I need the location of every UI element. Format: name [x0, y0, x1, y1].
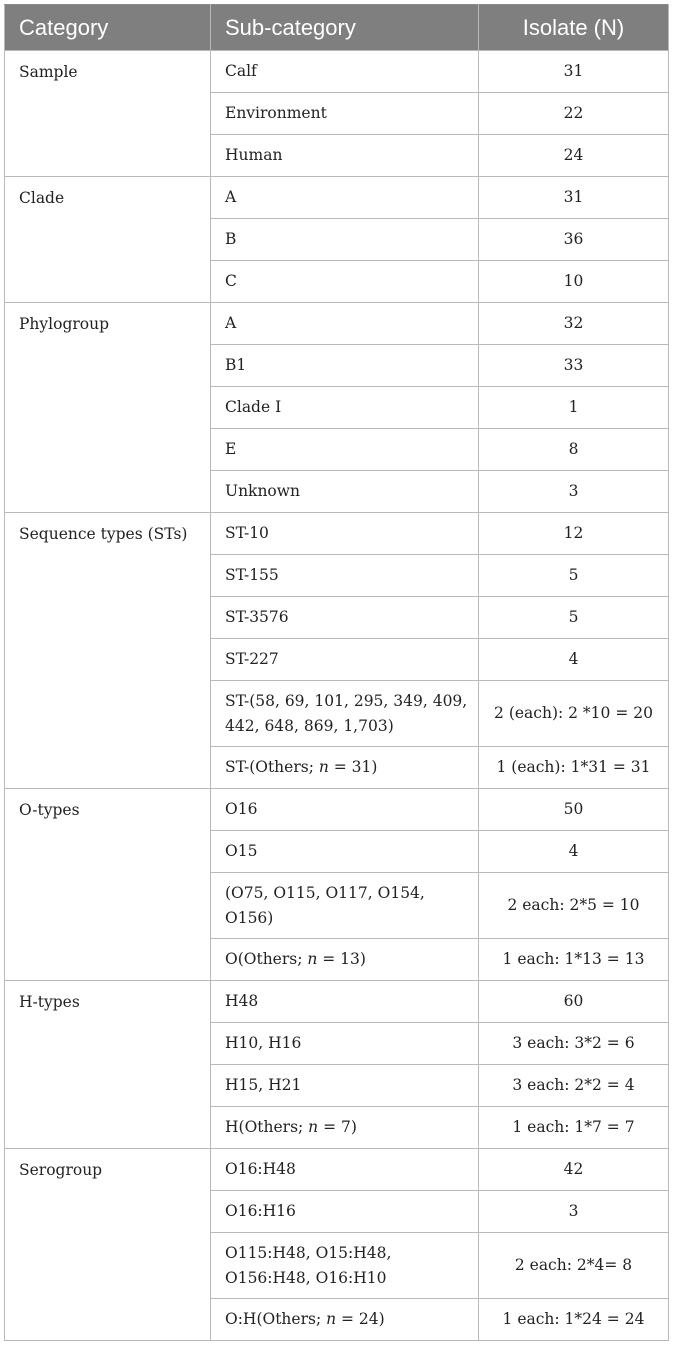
subcategory-cell: ST-(58, 69, 101, 295, 349, 409, 442, 648, 869, 1,703) [211, 681, 479, 747]
subcategory-cell: ST-10 [211, 513, 479, 555]
isolate-cell: 31 [479, 177, 669, 219]
italic-n: n [307, 950, 318, 968]
header-subcategory: Sub-category [211, 5, 479, 51]
isolate-cell: 4 [479, 831, 669, 873]
isolate-cell: 8 [479, 429, 669, 471]
table-row [5, 981, 669, 1023]
isolate-cell: 5 [479, 555, 669, 597]
subcategory-text-post: = 24) [336, 1310, 385, 1328]
subcategory-cell: ST-227 [211, 639, 479, 681]
subcategory-cell [211, 1299, 479, 1341]
header-isolate: Isolate (N) [479, 5, 669, 51]
category-cell: Clade [5, 177, 211, 303]
isolate-cell: 1 each: 1*7 = 7 [479, 1107, 669, 1149]
subcategory-cell: E [211, 429, 479, 471]
subcategory-cell: Clade I [211, 387, 479, 429]
italic-n: n [326, 1310, 337, 1328]
italic-n: n [318, 758, 329, 776]
isolate-cell: 5 [479, 597, 669, 639]
isolate-cell: 22 [479, 93, 669, 135]
subcategory-cell: O16:H16 [211, 1191, 479, 1233]
isolate-cell: 3 [479, 1191, 669, 1233]
subcategory-text-pre: H(Others; [225, 1118, 309, 1136]
table-row [5, 513, 669, 555]
isolate-cell: 12 [479, 513, 669, 555]
isolate-cell: 10 [479, 261, 669, 303]
isolate-cell: 33 [479, 345, 669, 387]
subcategory-cell: O16 [211, 789, 479, 831]
subcategory-cell: H48 [211, 981, 479, 1023]
subcategory-cell: O115:H48, O15:H48, O156:H48, O16:H10 [211, 1233, 479, 1299]
table-row [5, 303, 669, 345]
category-cell: Serogroup [5, 1149, 211, 1341]
isolate-cell: 31 [479, 51, 669, 93]
subcategory-cell [211, 747, 479, 789]
isolate-cell: 50 [479, 789, 669, 831]
subcategory-cell [211, 939, 479, 981]
isolate-cell: 32 [479, 303, 669, 345]
table-row [5, 1149, 669, 1191]
subcategory-cell: A [211, 177, 479, 219]
subcategory-cell: ST-3576 [211, 597, 479, 639]
isolate-cell: 60 [479, 981, 669, 1023]
isolate-cell: 1 each: 1*13 = 13 [479, 939, 669, 981]
subcategory-cell: H15, H21 [211, 1065, 479, 1107]
isolate-cell: 42 [479, 1149, 669, 1191]
table-row [5, 51, 669, 93]
subcategory-cell: Unknown [211, 471, 479, 513]
subcategory-cell: A [211, 303, 479, 345]
subcategory-cell: (O75, O115, O117, O154, O156) [211, 873, 479, 939]
isolate-cell: 4 [479, 639, 669, 681]
subcategory-cell [211, 1107, 479, 1149]
category-cell: Sample [5, 51, 211, 177]
subcategory-text-pre: O(Others; [225, 950, 308, 968]
isolate-cell: 3 each: 2*2 = 4 [479, 1065, 669, 1107]
isolate-cell: 2 each: 2*5 = 10 [479, 873, 669, 939]
isolate-cell: 3 [479, 471, 669, 513]
subcategory-cell: C [211, 261, 479, 303]
subcategory-cell: B [211, 219, 479, 261]
italic-n: n [308, 1118, 319, 1136]
isolate-cell: 1 each: 1*24 = 24 [479, 1299, 669, 1341]
subcategory-cell: O15 [211, 831, 479, 873]
isolate-cell: 24 [479, 135, 669, 177]
header-category: Category [5, 5, 211, 51]
category-cell: H-types [5, 981, 211, 1149]
subcategory-cell: O16:H48 [211, 1149, 479, 1191]
subcategory-cell: ST-155 [211, 555, 479, 597]
category-cell: Phylogroup [5, 303, 211, 513]
header-row [5, 5, 669, 51]
isolate-cell: 2 (each): 2 *10 = 20 [479, 681, 669, 747]
subcategory-cell: H10, H16 [211, 1023, 479, 1065]
isolate-cell: 1 [479, 387, 669, 429]
isolate-cell: 36 [479, 219, 669, 261]
subcategory-text-pre: ST-(Others; [225, 758, 319, 776]
category-cell: O-types [5, 789, 211, 981]
table-row [5, 177, 669, 219]
category-cell: Sequence types (STs) [5, 513, 211, 789]
subcategory-text-post: = 7) [318, 1118, 357, 1136]
subcategory-text-post: = 13) [317, 950, 366, 968]
subcategory-cell: B1 [211, 345, 479, 387]
isolate-cell: 3 each: 3*2 = 6 [479, 1023, 669, 1065]
subcategory-cell: Environment [211, 93, 479, 135]
subcategory-text-pre: O:H(Others; [225, 1310, 327, 1328]
isolate-table [4, 4, 669, 1341]
table-row [5, 789, 669, 831]
subcategory-cell: Calf [211, 51, 479, 93]
isolate-cell: 1 (each): 1*31 = 31 [479, 747, 669, 789]
isolate-cell: 2 each: 2*4= 8 [479, 1233, 669, 1299]
subcategory-text-post: = 31) [328, 758, 378, 776]
subcategory-cell: Human [211, 135, 479, 177]
